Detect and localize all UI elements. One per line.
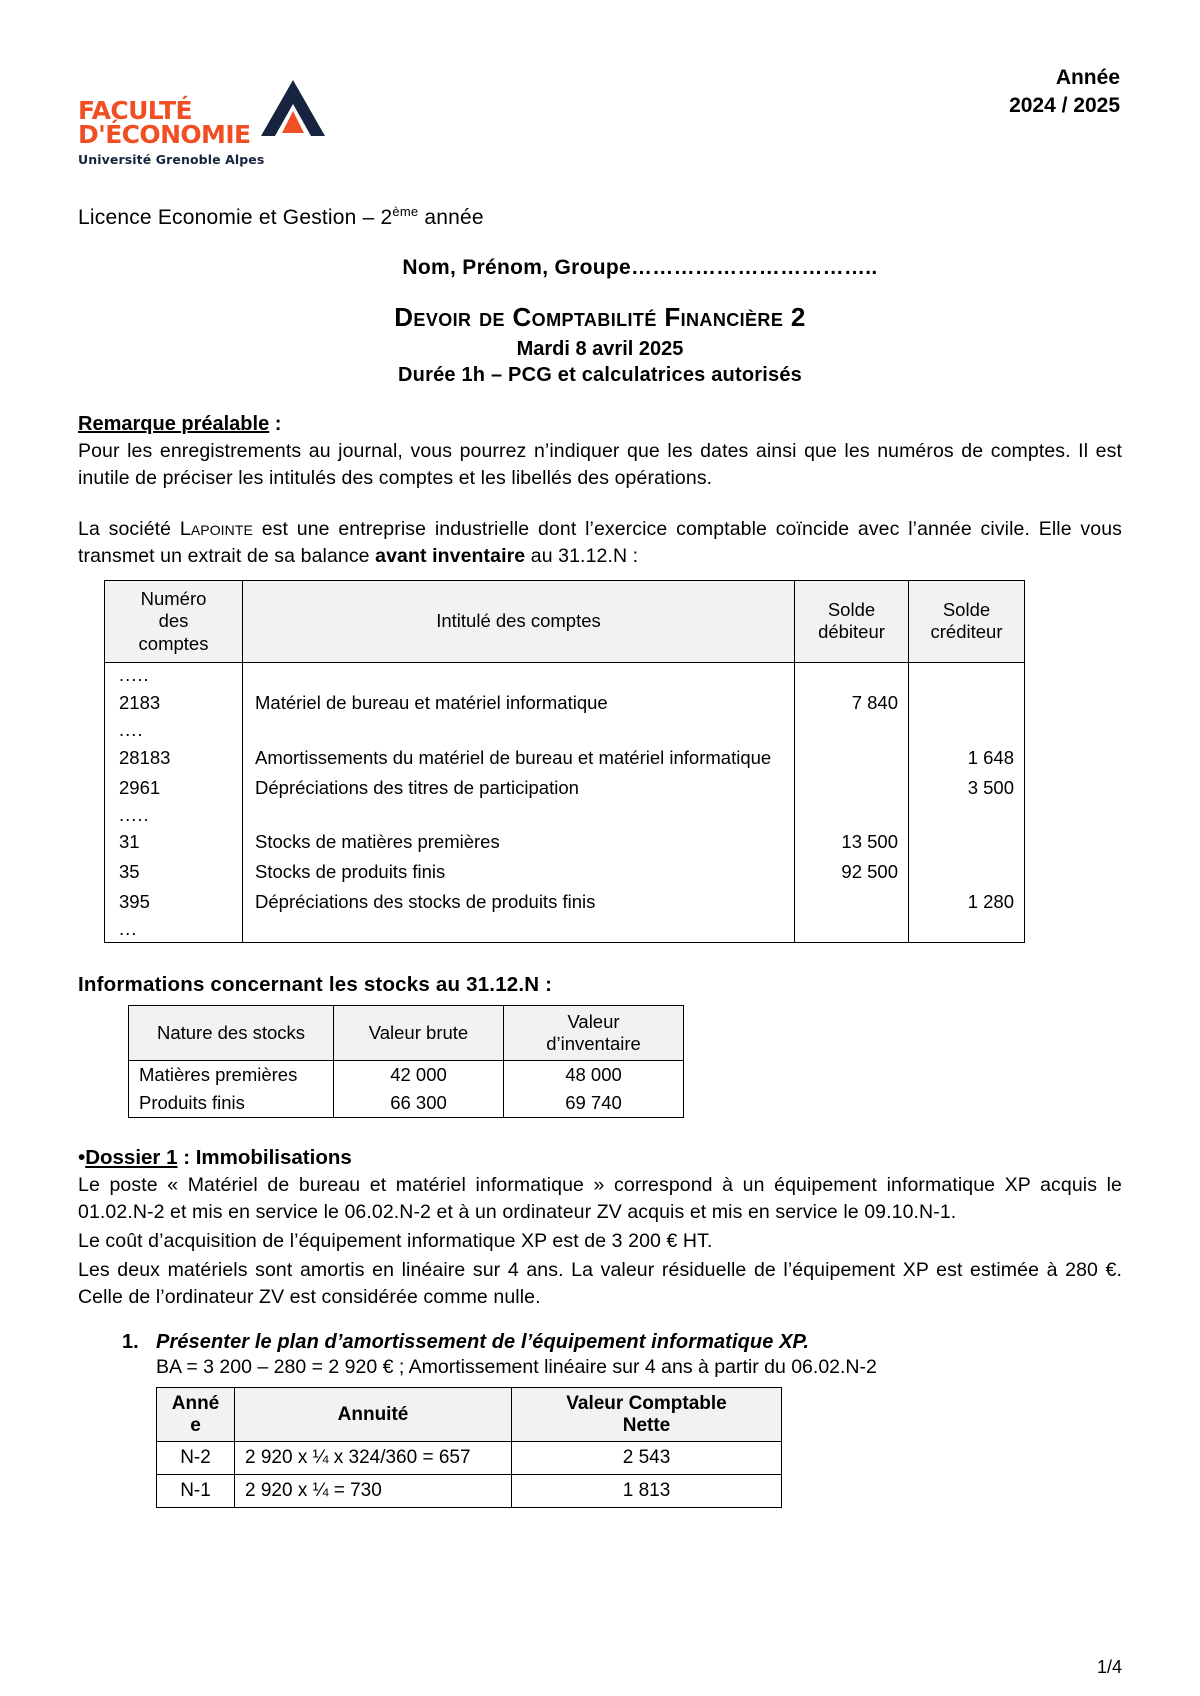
stocks-header-nature: Nature des stocks (129, 1005, 334, 1060)
balance-cell-account-number: .... (105, 718, 243, 743)
amort-header-year-line-2: e (190, 1414, 201, 1436)
exam-date: Mardi 8 avril 2025 (516, 338, 684, 360)
balance-cell-debit (795, 917, 909, 942)
balance-cell-credit (909, 663, 1025, 688)
dossier-bullet: • (78, 1146, 86, 1170)
table-row (105, 857, 1025, 887)
intro-part-2: est une entreprise industrielle dont l’exercice comptable coïncide avec l’année civile. Elle vous transmet un extrait de sa balance (78, 517, 1122, 567)
stocks-heading: Informations concernant les stocks au 31.12.N : (78, 972, 553, 996)
student-identity-field[interactable]: Nom, Prénom, Groupe…………………………….. (402, 256, 878, 279)
amort-header-net-book-value (512, 1387, 782, 1442)
amort-cell-year: N-2 (157, 1442, 235, 1475)
amort-cell-year: N-1 (157, 1475, 235, 1508)
question-1 (122, 1331, 1122, 1354)
balance-cell-debit (795, 663, 909, 688)
balance-header-account-label: Intitulé des comptes (243, 580, 795, 663)
page-number: 1/4 (1096, 1657, 1122, 1677)
stocks-cell-inventory-value: 48 000 (504, 1061, 684, 1090)
balance-cell-account-label (243, 718, 795, 743)
stocks-table-body (129, 1061, 684, 1118)
amort-cell-net-book-value: 1 813 (512, 1475, 782, 1508)
balance-table (104, 580, 1025, 943)
stocks-header-inventory-value (504, 1005, 684, 1060)
balance-cell-account-label: Matériel de bureau et matériel informatique (243, 688, 795, 718)
preliminary-remark-heading (78, 413, 1122, 436)
balance-cell-account-label: Stocks de matières premières (243, 827, 795, 857)
stocks-table (128, 1005, 684, 1118)
stocks-cell-inventory-value: 69 740 (504, 1089, 684, 1118)
balance-cell-debit (795, 803, 909, 828)
balance-cell-debit: 7 840 (795, 688, 909, 718)
mountain-chevron-icon (259, 78, 327, 145)
balance-cell-account-label (243, 917, 795, 942)
balance-cell-account-label: Amortissements du matériel de bureau et matériel informatique (243, 743, 795, 773)
balance-table-header-row (105, 580, 1025, 663)
amort-header-nbv-line-1: Valeur Comptable (566, 1392, 727, 1414)
dossier-1-paragraph-3: Les deux matériels sont amortis en linéaire sur 4 ans. La valeur résiduelle de l’équipement XP est estimée à 280 €. Celle de l’ordinateur ZV est considérée comme nulle. (78, 1258, 1122, 1308)
faculty-logo (78, 58, 327, 167)
stocks-cell-nature: Produits finis (129, 1089, 334, 1118)
table-row (157, 1442, 782, 1475)
intro-bold-phrase: avant inventaire (375, 544, 526, 567)
dossier-1-paragraph-2: Le coût d’acquisition de l’équipement informatique XP est de 3 200 € HT. (78, 1230, 713, 1253)
course-prefix: Licence Economie et Gestion – 2 (78, 206, 393, 229)
balance-cell-account-number: 395 (105, 887, 243, 917)
document-header (78, 58, 1122, 176)
dossier-1-label: Dossier 1 (85, 1146, 178, 1170)
company-intro-paragraph (78, 516, 1122, 570)
amort-cell-annuity: 2 920 x ¼ = 730 (235, 1475, 512, 1508)
balance-cell-credit (909, 827, 1025, 857)
balance-cell-account-number: 2183 (105, 688, 243, 718)
amort-header-year (157, 1387, 235, 1442)
course-line (78, 204, 1122, 230)
table-row (105, 743, 1025, 773)
table-row (105, 827, 1025, 857)
intro-part-1: La société (78, 517, 180, 540)
balance-cell-credit (909, 718, 1025, 743)
stocks-table-header-row (129, 1005, 684, 1060)
amort-header-year-line-1: Anné (171, 1392, 220, 1414)
amort-cell-annuity: 2 920 x ¼ x 324/360 = 657 (235, 1442, 512, 1475)
logo-subtitle: Université Grenoble Alpes (78, 152, 265, 167)
balance-cell-credit: 3 500 (909, 773, 1025, 803)
stocks-header-gross-value: Valeur brute (334, 1005, 504, 1060)
table-row (105, 718, 1025, 743)
logo-line-1: FACULTÉ (78, 96, 192, 125)
balance-cell-account-label: Stocks de produits finis (243, 857, 795, 887)
table-row (105, 663, 1025, 688)
header-deb-line-1: Solde (827, 598, 876, 620)
balance-cell-account-number: 28183 (105, 743, 243, 773)
header-cred-line-1: Solde (942, 598, 991, 620)
balance-cell-account-number: 35 (105, 857, 243, 887)
balance-header-debit (795, 580, 909, 663)
balance-cell-account-label (243, 803, 795, 828)
course-ordinal-suffix: ème (392, 204, 419, 219)
stocks-header-inv-line-2: d’inventaire (546, 1033, 641, 1055)
table-row (105, 773, 1025, 803)
amort-table-body (157, 1442, 782, 1508)
preliminary-remark-heading-label: Remarque préalable (78, 413, 270, 435)
balance-cell-account-number: 31 (105, 827, 243, 857)
amort-header-annuity: Annuité (235, 1387, 512, 1442)
stocks-cell-gross-value: 66 300 (334, 1089, 504, 1118)
balance-cell-credit (909, 917, 1025, 942)
year-value: 2024 / 2025 (1009, 94, 1120, 118)
balance-table-body (105, 663, 1025, 943)
balance-cell-debit (795, 773, 909, 803)
company-name: Lapointe (179, 517, 253, 540)
header-num-line-2: des (158, 610, 189, 632)
table-row (129, 1061, 684, 1090)
amortization-schedule-table (156, 1387, 782, 1509)
balance-cell-credit: 1 280 (909, 887, 1025, 917)
dossier-1-heading (78, 1146, 1122, 1170)
table-row (105, 688, 1025, 718)
preliminary-remark-heading-colon: : (269, 413, 282, 435)
balance-cell-credit (909, 688, 1025, 718)
exam-duration: Durée 1h – PCG et calculatrices autorisés (398, 364, 802, 386)
amort-cell-net-book-value: 2 543 (512, 1442, 782, 1475)
stocks-header-inv-line-1: Valeur (567, 1010, 620, 1032)
amort-table-header-row (157, 1387, 782, 1442)
balance-cell-account-number: ... (105, 917, 243, 942)
balance-cell-credit (909, 857, 1025, 887)
course-suffix: année (418, 206, 484, 229)
question-1-answer-line: BA = 3 200 – 280 = 2 920 € ; Amortissement linéaire sur 4 ans à partir du 06.02.N-2 (156, 1355, 877, 1378)
stocks-cell-gross-value: 42 000 (334, 1061, 504, 1090)
exam-title: Devoir de Comptabilité Financière 2 (394, 302, 806, 332)
balance-cell-credit: 1 648 (909, 743, 1025, 773)
balance-cell-account-number: ..... (105, 663, 243, 688)
intro-part-3: au 31.12.N : (525, 544, 639, 567)
balance-cell-debit (795, 743, 909, 773)
table-row (105, 887, 1025, 917)
balance-cell-account-label: Dépréciations des titres de participation (243, 773, 795, 803)
header-num-line-1: Numéro (140, 587, 207, 609)
header-cred-line-2: créditeur (930, 621, 1003, 643)
balance-cell-debit (795, 887, 909, 917)
academic-year (1009, 58, 1122, 121)
preliminary-remark-text: Pour les enregistrements au journal, vous pourrez n’indiquer que les dates ainsi que les numéros de comptes. Il est inutile de préciser les intitulés des comptes et les libellés des opérations. (78, 440, 1122, 489)
header-num-line-3: comptes (138, 632, 209, 654)
balance-cell-debit (795, 718, 909, 743)
balance-cell-account-label: Dépréciations des stocks de produits finis (243, 887, 795, 917)
table-row (129, 1089, 684, 1118)
balance-header-account-number (105, 580, 243, 663)
question-1-text: Présenter le plan d’amortissement de l’équipement informatique XP. (156, 1330, 810, 1353)
dossier-1-label-rest: : Immobilisations (177, 1146, 352, 1170)
amort-header-nbv-line-2: Nette (622, 1414, 671, 1436)
balance-header-credit (909, 580, 1025, 663)
balance-cell-account-label (243, 663, 795, 688)
balance-cell-credit (909, 803, 1025, 828)
table-row (105, 917, 1025, 942)
dossier-1-paragraph-1: Le poste « Matériel de bureau et matériel informatique » correspond à un équipement informatique XP acquis le 01.02.N-2 et mis en service le 06.02.N-2 et à un ordinateur ZV acquis et mis en service le 09.10.N-1. (78, 1174, 1122, 1224)
balance-cell-account-number: 2961 (105, 773, 243, 803)
stocks-cell-nature: Matières premières (129, 1061, 334, 1090)
header-deb-line-2: débiteur (818, 621, 885, 643)
year-label: Année (1055, 66, 1120, 89)
table-row (157, 1475, 782, 1508)
balance-cell-account-number: ..... (105, 803, 243, 828)
question-1-number: 1. (122, 1330, 139, 1353)
balance-cell-debit: 92 500 (795, 857, 909, 887)
balance-cell-debit: 13 500 (795, 827, 909, 857)
logo-line-2: D'ÉCONOMIE (78, 120, 251, 149)
table-row (105, 803, 1025, 828)
